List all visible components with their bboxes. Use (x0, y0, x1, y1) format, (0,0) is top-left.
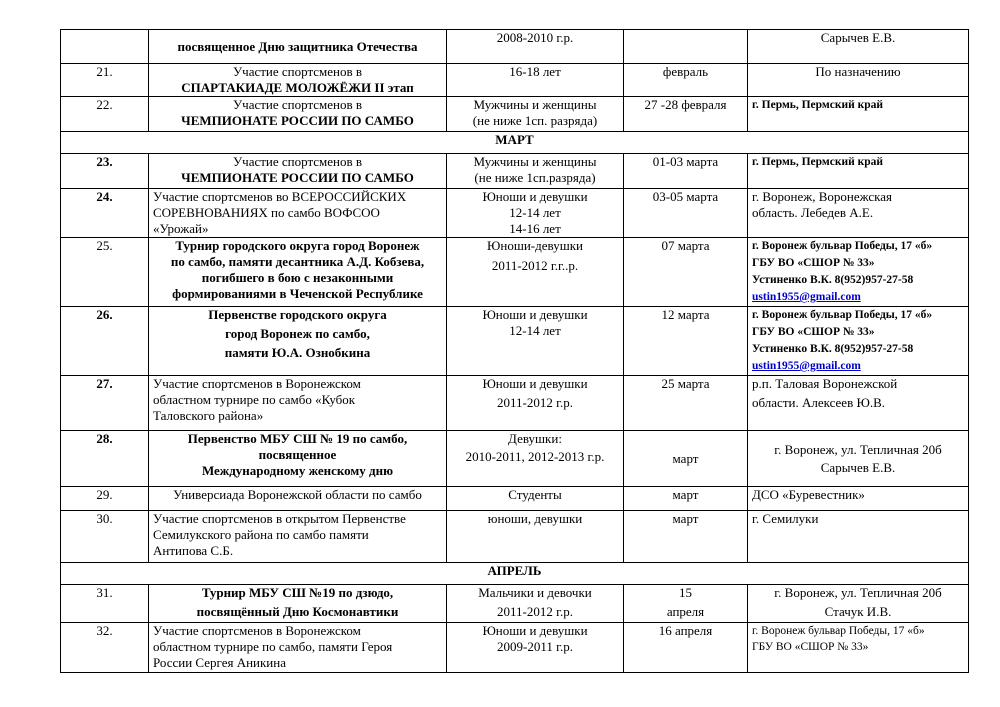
place-cell: г. Воронеж, Воронежская область. Лебедев А.Е. (748, 189, 969, 238)
table-row (61, 307, 969, 376)
participants-cell: Юноши и девушки 12-14 лет (447, 307, 624, 376)
event-cell: Участие спортсменов в Воронежском областном турнире по самбо, памяти Героя России Сергея Аникина (149, 623, 447, 673)
event-cell: Участие спортсменов в открытом Первенстве Семилукского района по самбо памяти Антипова С.Б. (149, 511, 447, 563)
place-cell: Сарычев Е.В. (748, 30, 969, 64)
place-cell: г. Пермь, Пермский край (748, 97, 969, 132)
place-cell: г. Воронеж, ул. Тепличная 20б Стачук И.В. (748, 585, 969, 623)
table-row (61, 97, 969, 132)
event-cell: Универсиада Воронежской области по самбо (149, 487, 447, 511)
event-cell: Турнир городского округа город Воронеж по самбо, памяти десантника А.Д. Кобзева, погибшего в бою с незаконными формированиями в Чеченской Республике (149, 238, 447, 307)
participants-cell: Мужчины и женщины (не ниже 1сп.разряда) (447, 154, 624, 189)
event-cell: Участие спортсменов в ЧЕМПИОНАТЕ РОССИИ ПО САМБО (149, 97, 447, 132)
table-row (61, 189, 969, 238)
place-cell: г. Семилуки (748, 511, 969, 563)
table-row (61, 154, 969, 189)
table-row (61, 623, 969, 673)
event-cell: Первенство МБУ СШ № 19 по самбо, посвященное Международному женскому дню (149, 431, 447, 487)
row-number: 27. (61, 376, 149, 431)
row-number: 32. (61, 623, 149, 673)
participants-cell: Юноши и девушки 2009-2011 г.р. (447, 623, 624, 673)
participants-cell: 2008-2010 г.р. (447, 30, 624, 64)
table-row (61, 585, 969, 623)
row-number: 22. (61, 97, 149, 132)
row-number: 25. (61, 238, 149, 307)
table-row (61, 238, 969, 307)
row-number: 24. (61, 189, 149, 238)
place-cell: ДСО «Буревестник» (748, 487, 969, 511)
date-cell (624, 30, 748, 64)
place-cell: г. Воронеж бульвар Победы, 17 «б» ГБУ ВО «СШОР № 33» (748, 623, 969, 673)
row-number: 31. (61, 585, 149, 623)
participants-cell: Девушки: 2010-2011, 2012-2013 г.р. (447, 431, 624, 487)
date-cell: март (624, 487, 748, 511)
date-cell: 12 марта (624, 307, 748, 376)
participants-cell: Юноши-девушки 2011-2012 г.г..р. (447, 238, 624, 307)
place-cell: г. Пермь, Пермский край (748, 154, 969, 189)
row-number: 21. (61, 64, 149, 97)
date-cell: 01-03 марта (624, 154, 748, 189)
event-cell: Первенстве городского округа город Воронеж по самбо, памяти Ю.А. Ознобкина (149, 307, 447, 376)
email-link[interactable]: ustin1955@gmail.com (752, 291, 861, 303)
participants-cell: Студенты (447, 487, 624, 511)
table-row (61, 511, 969, 563)
place-cell: г. Воронеж, ул. Тепличная 20б Сарычев Е.В. (748, 431, 969, 487)
place-cell: г. Воронеж бульвар Победы, 17 «б» ГБУ ВО «СШОР № 33» Устиненко В.К. 8(952)957-27-58 ustin1955@gmail.com (748, 238, 969, 307)
email-link[interactable]: ustin1955@gmail.com (752, 360, 861, 372)
table-row (61, 64, 969, 97)
date-cell: февраль (624, 64, 748, 97)
row-number: 28. (61, 431, 149, 487)
event-cell: Участие спортсменов в Воронежском областном турнире по самбо «Кубок Таловского района» (149, 376, 447, 431)
date-cell: март (624, 431, 748, 487)
row-number: 29. (61, 487, 149, 511)
place-cell: г. Воронеж бульвар Победы, 17 «б» ГБУ ВО «СШОР № 33» Устиненко В.К. 8(952)957-27-58 ustin1955@gmail.com (748, 307, 969, 376)
participants-cell: Юноши и девушки 2011-2012 г.р. (447, 376, 624, 431)
month-row (61, 132, 969, 154)
row-number: 30. (61, 511, 149, 563)
event-cell: Турнир МБУ СШ №19 по дзюдо, посвящённый Дню Космонавтики (149, 585, 447, 623)
participants-cell: Мужчины и женщины (не ниже 1сп. разряда) (447, 97, 624, 132)
month-heading: АПРЕЛЬ (61, 563, 969, 585)
date-cell: 25 марта (624, 376, 748, 431)
date-cell: 15 апреля (624, 585, 748, 623)
date-cell: март (624, 511, 748, 563)
month-heading: МАРТ (61, 132, 969, 154)
table-row (61, 431, 969, 487)
row-number: 26. (61, 307, 149, 376)
row-number: 23. (61, 154, 149, 189)
participants-cell: Мальчики и девочки 2011-2012 г.р. (447, 585, 624, 623)
date-cell: 16 апреля (624, 623, 748, 673)
participants-cell: 16-18 лет (447, 64, 624, 97)
table-row (61, 376, 969, 431)
event-cell: Участие спортсменов в ЧЕМПИОНАТЕ РОССИИ ПО САМБО (149, 154, 447, 189)
date-cell: 03-05 марта (624, 189, 748, 238)
event-cell: Участие спортсменов во ВСЕРОССИЙСКИХ СОРЕВНОВАНИЯХ по самбо ВОФСОО «Урожай» (149, 189, 447, 238)
table-row (61, 487, 969, 511)
date-cell: 07 марта (624, 238, 748, 307)
date-cell: 27 -28 февраля (624, 97, 748, 132)
schedule-table (60, 29, 969, 673)
table-row (61, 30, 969, 64)
row-number (61, 30, 149, 64)
place-cell: По назначению (748, 64, 969, 97)
place-cell: р.п. Таловая Воронежской области. Алексеев Ю.В. (748, 376, 969, 431)
participants-cell: Юноши и девушки 12-14 лет 14-16 лет (447, 189, 624, 238)
event-cell: посвященное Дню защитника Отечества (149, 30, 447, 64)
month-row (61, 563, 969, 585)
participants-cell: юноши, девушки (447, 511, 624, 563)
event-cell: Участие спортсменов в СПАРТАКИАДЕ МОЛОЖЁЖИ II этап (149, 64, 447, 97)
